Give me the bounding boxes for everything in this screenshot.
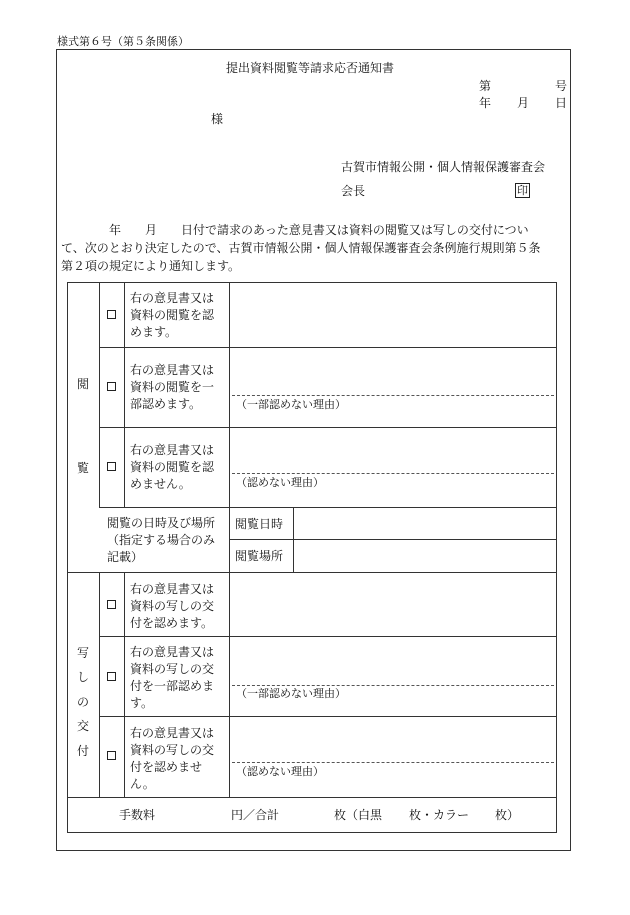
copy-row-2-note: （一部認めない理由）: [236, 687, 346, 700]
fee-color-count: 枚・カラー: [409, 808, 470, 822]
fee-end: 枚）: [495, 808, 520, 822]
section-copy-label-1: 写: [76, 646, 89, 660]
date-day: 日: [555, 96, 568, 110]
table-rule: [124, 572, 125, 797]
checkbox-reading-partial[interactable]: [107, 382, 116, 391]
reading-row-2-line-2: 資料の閲覧を一: [130, 380, 215, 394]
dashed-separator: [232, 473, 554, 474]
table-rule: [99, 636, 556, 637]
reading-row-3-line-3: めません。: [130, 477, 191, 491]
seal-mark: 印: [517, 184, 528, 197]
table-rule: [99, 347, 556, 348]
body-line-1: 年 月 日付で請求のあった意見書又は資料の閲覧又は写しの交付につい: [61, 223, 529, 237]
copy-row-3-line-2: 資料の写しの交: [130, 743, 215, 757]
issuer-organization: 古賀市情報公開・個人情報保護審査会: [341, 160, 546, 174]
copy-row-3-line-1: 右の意見書又は: [130, 726, 215, 740]
schedule-label-line-3: 記載）: [107, 550, 144, 564]
copy-row-1-line-1: 右の意見書又は: [130, 582, 215, 596]
checkbox-copy-approve[interactable]: [107, 600, 116, 609]
checkbox-reading-approve[interactable]: [107, 310, 116, 319]
reading-row-1-line-1: 右の意見書又は: [130, 291, 215, 305]
copy-row-1-line-2: 資料の写しの交: [130, 599, 215, 613]
copy-row-3-line-4: ん。: [130, 777, 155, 791]
section-copy-label-5: 付: [76, 744, 89, 758]
copy-row-2-line-4: す。: [130, 696, 154, 710]
schedule-label-line-1: 閲覧の日時及び場所: [107, 516, 216, 530]
copy-row-1-line-3: 付を認めます。: [130, 616, 214, 630]
table-rule: [99, 507, 556, 508]
dashed-separator: [232, 762, 554, 763]
table-rule: [99, 572, 100, 797]
section-copy-label-3: の: [76, 695, 89, 709]
table-rule: [99, 716, 556, 717]
body-line-2: て、次のとおり決定したので、古賀市情報公開・個人情報保護審査会条例施行規則第５条: [61, 241, 541, 255]
table-rule: [99, 427, 556, 428]
reading-row-2-note: （一部認めない理由）: [236, 398, 346, 411]
reading-row-3-line-1: 右の意見書又は: [130, 443, 215, 457]
reading-datetime-label: 閲覧日時: [235, 517, 284, 531]
table-rule: [99, 282, 100, 507]
table-rule: [229, 539, 556, 540]
doc-number-go: 号: [555, 79, 568, 93]
checkbox-copy-partial[interactable]: [107, 672, 116, 681]
section-copy-label-2: し: [76, 670, 89, 684]
date-year: 年: [479, 96, 492, 110]
reading-place-label: 閲覧場所: [235, 549, 284, 563]
document-title: 提出資料閲覧等請求応否通知書: [226, 61, 395, 75]
body-line-3: 第２項の規定により通知します。: [61, 259, 241, 273]
copy-row-3-line-3: 付を認めませ: [130, 760, 203, 774]
copy-row-2-line-3: 付を一部認めま: [130, 679, 215, 693]
section-copy-label-4: 交: [76, 719, 89, 733]
issuer-role: 会長: [341, 184, 366, 198]
table-rule: [67, 797, 556, 798]
copy-row-3-note: （認めない理由）: [236, 765, 324, 778]
reading-row-1-line-2: 資料の閲覧を認: [130, 308, 215, 322]
table-rule: [67, 572, 556, 573]
date-month: 月: [517, 96, 530, 110]
section-reading-label-2: 覧: [76, 461, 89, 475]
reading-row-2-line-3: 部認めます。: [130, 397, 202, 411]
checkbox-reading-deny[interactable]: [107, 462, 116, 471]
form-number: 様式第６号（第５条関係）: [57, 35, 189, 48]
section-reading-label-1: 閲: [76, 377, 89, 391]
dashed-separator: [232, 395, 554, 396]
copy-row-2-line-1: 右の意見書又は: [130, 645, 215, 659]
fee-bw-count: 枚（白黒: [334, 808, 383, 822]
table-rule: [124, 282, 125, 507]
reading-row-2-line-1: 右の意見書又は: [130, 363, 215, 377]
checkbox-copy-deny[interactable]: [107, 751, 116, 760]
table-rule: [229, 572, 230, 797]
reading-row-1-line-3: めます。: [130, 325, 178, 339]
reading-row-3-note: （認めない理由）: [236, 476, 324, 489]
fee-yen-total: 円／合計: [231, 808, 280, 822]
schedule-label-line-2: （指定する場合のみ: [107, 533, 216, 547]
doc-number-dai: 第: [479, 79, 492, 93]
fee-label: 手数料: [119, 808, 156, 822]
addressee-sama: 様: [211, 112, 224, 126]
copy-row-2-line-2: 資料の写しの交: [130, 662, 215, 676]
reading-row-3-line-2: 資料の閲覧を認: [130, 460, 215, 474]
